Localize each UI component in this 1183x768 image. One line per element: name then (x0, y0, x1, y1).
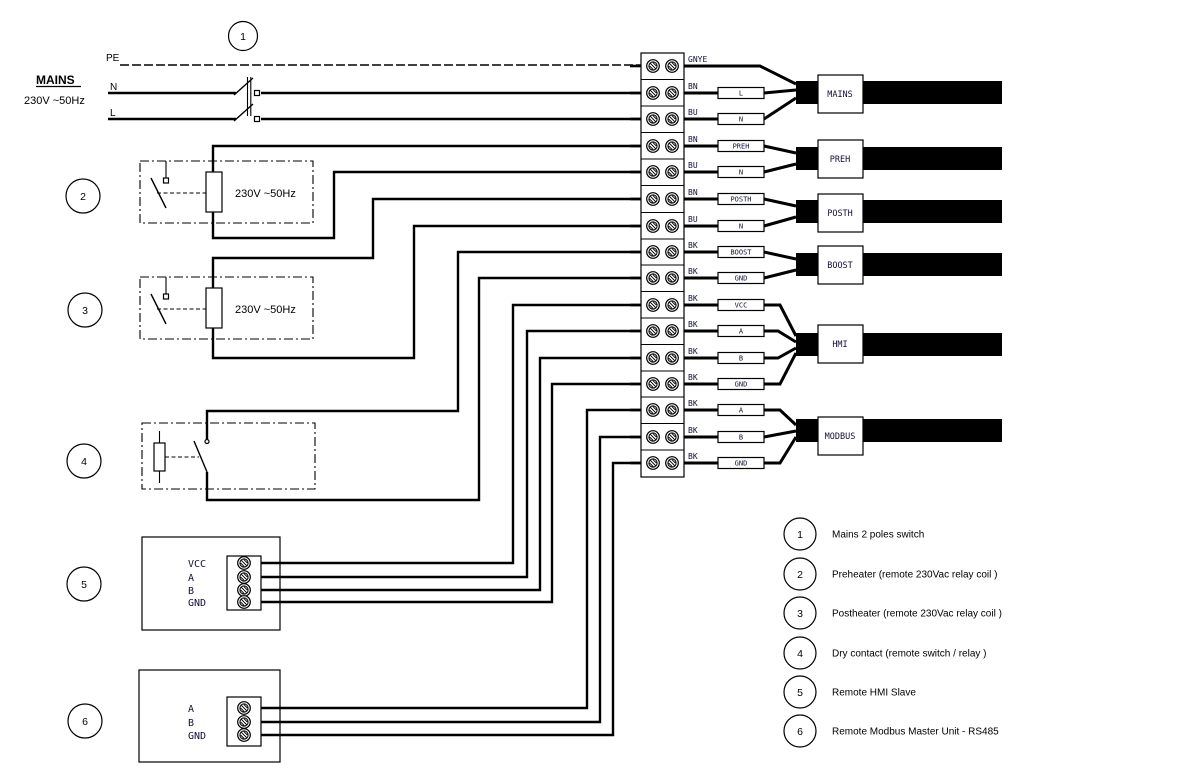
callout-5 (67, 567, 101, 601)
connector-label: POSTH (827, 209, 853, 219)
remote-hmi-slave-box (67, 305, 641, 630)
hmi-wire-vcc (261, 305, 641, 563)
mains-title: MAINS (36, 73, 75, 87)
circuit-3-wire-bottom (213, 226, 641, 358)
wire-seg (764, 431, 796, 437)
wire-code: GNYE (688, 55, 708, 64)
wire-code: BN (688, 82, 698, 91)
legend (784, 518, 1002, 747)
wire-tag: GND (734, 459, 748, 468)
legend-item-6 (784, 715, 999, 747)
terminal-left-stubs (630, 66, 641, 463)
wire-tag: A (738, 406, 744, 415)
callout-4 (67, 444, 101, 478)
wire-seg (764, 348, 796, 358)
switch-contact-n (255, 91, 260, 96)
callout-2 (66, 179, 100, 213)
legend-text: Remote Modbus Master Unit - RS485 (832, 726, 999, 738)
callout-1-num: 1 (240, 31, 246, 43)
modbus-wire-b (261, 437, 641, 722)
wire-tag: BOOST (730, 248, 752, 257)
wire-code: BK (688, 452, 698, 461)
wire-code: BN (688, 188, 698, 197)
mains-feed (24, 22, 641, 122)
screw-terminal-icon (238, 729, 251, 742)
wire-seg (764, 164, 796, 172)
circuit-3-relay-coil (206, 288, 222, 328)
circuit-4-relay-coil (154, 443, 165, 471)
connector-label: BOOST (827, 261, 853, 271)
circuit-2-voltage: 230V ~50Hz (235, 188, 296, 200)
legend-item-5 (784, 676, 916, 708)
wire-code: BK (688, 267, 698, 276)
screw-terminal-icon (238, 571, 251, 584)
callout-6-num: 6 (82, 716, 88, 728)
wire-code: BK (688, 426, 698, 435)
hmi-pin-b: B (188, 586, 195, 597)
connector-label: MAINS (827, 90, 853, 100)
hmi-wire-b (261, 358, 641, 590)
switch-blade-n (234, 78, 253, 95)
switch-contact-l (255, 117, 260, 122)
circuit-2-switch-contact (164, 178, 169, 183)
hmi-wire-a (261, 331, 641, 577)
wire-tag: A (738, 327, 744, 336)
legend-item-2 (784, 558, 997, 590)
wire-tag: VCC (734, 301, 748, 310)
switch-blade-l (234, 104, 253, 121)
connector-boost (796, 246, 1002, 284)
circuit-4-switch-contact (205, 440, 209, 444)
callout-4-num: 4 (81, 456, 87, 468)
wire-code: BU (688, 161, 698, 170)
modbus-pin-b: B (188, 718, 195, 729)
legend-num: 4 (797, 648, 803, 660)
legend-text: Postheater (remote 230Vac relay coil ) (832, 608, 1002, 620)
circuit-2-wire-bottom (213, 172, 641, 238)
circuit-2-relay-coil (206, 172, 222, 212)
cable (863, 333, 1002, 356)
legend-num: 3 (797, 608, 803, 620)
cable-entry-stub (796, 419, 818, 442)
callout-1 (229, 22, 258, 51)
wire-code: BN (688, 135, 698, 144)
legend-text: Remote HMI Slave (832, 687, 916, 699)
cable (863, 419, 1002, 442)
terminal-strip (630, 53, 684, 477)
wire-code: BU (688, 215, 698, 224)
circuit-4-dashed-box (142, 423, 315, 489)
modbus-pin-gnd: GND (188, 731, 207, 742)
modbus-wire-gnd (261, 463, 641, 735)
legend-item-4 (784, 637, 986, 669)
legend-text: Mains 2 poles switch (832, 529, 925, 541)
wire-code: BK (688, 399, 698, 408)
wire-code: BK (688, 347, 698, 356)
legend-num: 5 (797, 687, 803, 699)
wire-tag: PREH (732, 142, 750, 151)
connector-hmi (796, 325, 1002, 363)
screw-terminal-icon (238, 557, 251, 570)
wire-tag: GND (734, 274, 748, 283)
modbus-wire-a (261, 410, 641, 708)
cable-entry-stub (796, 333, 818, 356)
wire-seg (764, 270, 796, 278)
wire-seg (764, 217, 796, 226)
connector-label: MODBUS (824, 432, 856, 442)
circuit-4-switch-blade (194, 441, 207, 472)
terminal-wire-rows (684, 55, 796, 469)
wire-code: BK (688, 320, 698, 329)
legend-num: 6 (797, 726, 803, 738)
callout-6 (68, 704, 102, 738)
legend-item-3 (784, 597, 1002, 629)
wire-seg (764, 437, 796, 463)
cable (863, 81, 1002, 104)
legend-item-1 (784, 518, 924, 550)
cable-entry-stub (796, 200, 818, 223)
connector-label: HMI (832, 340, 848, 350)
callout-3-num: 3 (82, 305, 88, 317)
screw-terminal-icon (238, 596, 251, 609)
connector-label: PREH (829, 155, 851, 165)
connector-preh (796, 140, 1002, 178)
wire-tag: N (738, 115, 744, 124)
hmi-wire-gnd (261, 384, 641, 602)
wire-tag: B (738, 354, 744, 363)
wire-tag: L (738, 89, 744, 98)
connector-modbus (796, 417, 1002, 455)
wire-code: BK (688, 241, 698, 250)
wire-seg (764, 199, 796, 206)
pe-label: PE (106, 53, 120, 64)
cable (863, 200, 1002, 223)
cable-entry-stub (796, 147, 818, 170)
mains-voltage: 230V ~50Hz (24, 95, 85, 107)
screw-terminal-icon (238, 702, 251, 715)
circuit-2-wire-top (213, 146, 641, 172)
cable-entry-stub (796, 253, 818, 276)
wire-seg (764, 252, 796, 259)
wire-tag: N (738, 168, 744, 177)
cable-entry-stub (796, 81, 818, 104)
mains-2pole-switch (234, 77, 260, 122)
callout-5-num: 5 (81, 579, 87, 591)
n-label: N (110, 82, 118, 93)
screw-terminal-icon (238, 716, 251, 729)
hmi-pin-a: A (188, 573, 195, 584)
wire-seg (764, 331, 796, 342)
circuit-3-switch-contact (164, 294, 169, 299)
wire-code: BK (688, 294, 698, 303)
hmi-pin-vcc: VCC (188, 559, 207, 570)
circuit-4-wire-top (207, 252, 641, 439)
circuit-3-wire-top (213, 199, 641, 288)
wire-tag: B (738, 433, 744, 442)
wire-gnye (684, 66, 796, 84)
wire-seg (764, 410, 796, 425)
wire-code: BK (688, 373, 698, 382)
callout-2-num: 2 (80, 191, 86, 203)
wire-tag: POSTH (730, 195, 752, 204)
wire-seg (764, 146, 796, 153)
callout-3 (68, 293, 102, 327)
wire-seg (764, 90, 796, 93)
legend-text: Dry contact (remote switch / relay ) (832, 648, 987, 660)
legend-num: 1 (797, 529, 803, 541)
cable (863, 253, 1002, 276)
connector-posth (796, 194, 1002, 232)
l-label: L (110, 108, 116, 119)
modbus-pin-a: A (188, 704, 195, 715)
connector-mains (796, 75, 1002, 113)
wire-tag: N (738, 222, 744, 231)
circuit-3-voltage: 230V ~50Hz (235, 304, 296, 316)
legend-num: 2 (797, 569, 803, 581)
wire-tag: GND (734, 380, 748, 389)
screw-terminal-icon (238, 584, 251, 597)
wire-code: BU (688, 108, 698, 117)
cable (863, 147, 1002, 170)
circuit-2-preheater (66, 146, 641, 238)
circuit-4-dry-contact (67, 252, 641, 500)
legend-text: Preheater (remote 230Vac relay coil ) (832, 569, 998, 581)
hmi-pin-gnd: GND (188, 598, 207, 609)
wire-seg (764, 98, 796, 119)
